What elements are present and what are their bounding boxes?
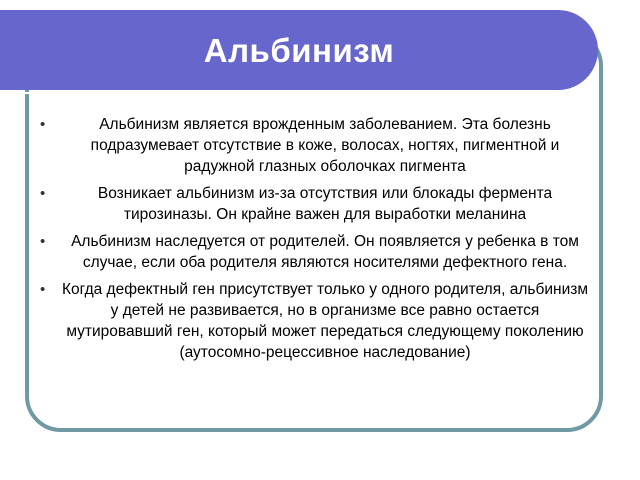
bullet-text: Альбинизм является врожденным заболеванием. Эта болезнь подразумевает отсутствие в коже, волосах, ногтях, пигментной и радужной глазных оболочках пигмента [90, 116, 560, 175]
bullet-item-1 [40, 114, 592, 177]
title-underline [0, 92, 568, 94]
bullet-text: Когда дефектный ген присутствует только у одного родителя, альбинизм у детей не развивается, но в организме все равно остается мутировавший ген, который может передаться следующему поколению (аутосомно-рецессивное наследование) [61, 281, 588, 361]
bullet-item-2 [40, 183, 592, 225]
bullet-text: Альбинизм наследуется от родителей. Он появляется у ребенка в том случае, если оба родителя являются носителями дефектного гена. [71, 233, 579, 271]
bullet-item-3 [40, 231, 592, 273]
slide-title: Альбинизм [203, 32, 395, 69]
bullet-icon: • [40, 233, 46, 250]
bullet-icon: • [40, 116, 46, 133]
bullet-icon: • [40, 185, 46, 202]
bullet-text: Возникает альбинизм из-за отсутствия или блокады фермента тирозиназы. Он крайне важен для выработки меланина [97, 185, 553, 223]
title-bar [0, 10, 598, 90]
bullet-item-4 [40, 279, 592, 363]
bullet-icon: • [40, 281, 46, 298]
bullet-list [40, 114, 592, 369]
